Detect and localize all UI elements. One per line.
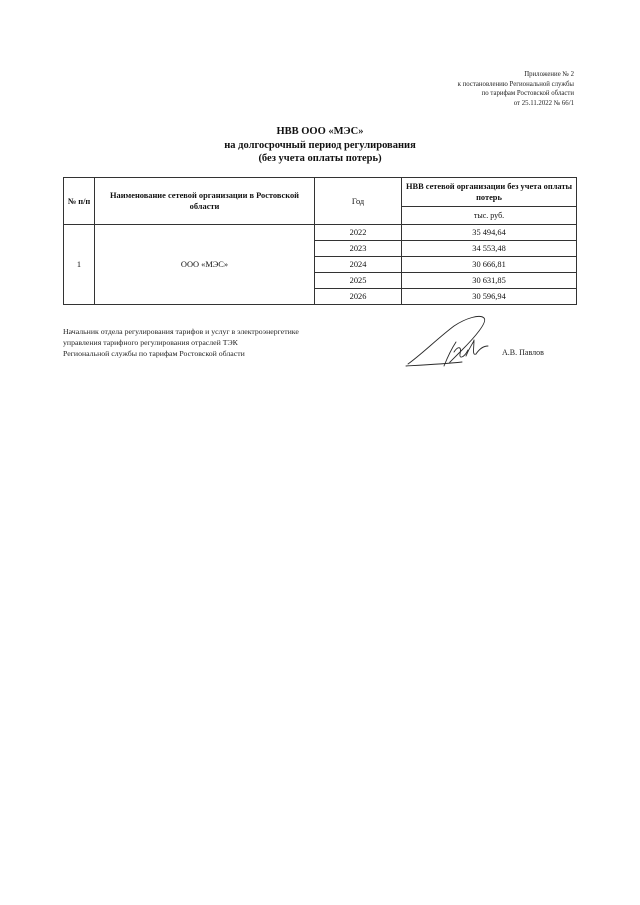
signatory-position bbox=[63, 326, 299, 359]
table-row bbox=[64, 225, 577, 241]
signatory-name: А.В. Павлов bbox=[502, 348, 544, 357]
org-name-cell: ООО «МЭС» bbox=[95, 225, 315, 305]
year-cell: 2026 bbox=[315, 289, 402, 305]
header-org-name: Наименование сетевой организации в Ростовской области bbox=[95, 178, 315, 225]
signatory-line: управления тарифного регулирования отраслей ТЭК bbox=[63, 338, 238, 347]
appendix-line: к постановлению Региональной службы bbox=[457, 80, 574, 88]
header-unit: тыс. руб. bbox=[402, 207, 577, 225]
title-line: на долгосрочный период регулирования bbox=[224, 139, 416, 151]
title-line: (без учета оплаты потерь) bbox=[258, 153, 382, 164]
handwritten-signature bbox=[404, 312, 500, 370]
year-cell: 2024 bbox=[315, 257, 402, 273]
title-line: НВВ ООО «МЭС» bbox=[276, 126, 364, 137]
value-cell: 30 666,81 bbox=[402, 257, 577, 273]
signatory-line: Региональной службы по тарифам Ростовской области bbox=[63, 349, 245, 358]
year-cell: 2025 bbox=[315, 273, 402, 289]
value-cell: 30 631,85 bbox=[402, 273, 577, 289]
value-cell: 30 596,94 bbox=[402, 289, 577, 305]
appendix-line: от 25.11.2022 № 66/1 bbox=[513, 99, 574, 107]
header-year: Год bbox=[315, 178, 402, 225]
appendix-line: по тарифам Ростовской области bbox=[481, 90, 574, 98]
appendix-line: Приложение № 2 bbox=[524, 71, 574, 78]
header-num: № п/п bbox=[64, 178, 95, 225]
appendix-note bbox=[458, 70, 574, 108]
value-cell: 34 553,48 bbox=[402, 241, 577, 257]
table-header-row bbox=[64, 178, 577, 207]
year-cell: 2023 bbox=[315, 241, 402, 257]
nvv-table bbox=[63, 177, 577, 305]
value-cell: 35 494,64 bbox=[402, 225, 577, 241]
signatory-line: Начальник отдела регулирования тарифов и услуг в электроэнергетике bbox=[63, 327, 299, 336]
document-title bbox=[0, 125, 640, 166]
row-num: 1 bbox=[64, 225, 95, 305]
year-cell: 2022 bbox=[315, 225, 402, 241]
header-nvv: НВВ сетевой организации без учета оплаты потерь bbox=[402, 178, 577, 207]
